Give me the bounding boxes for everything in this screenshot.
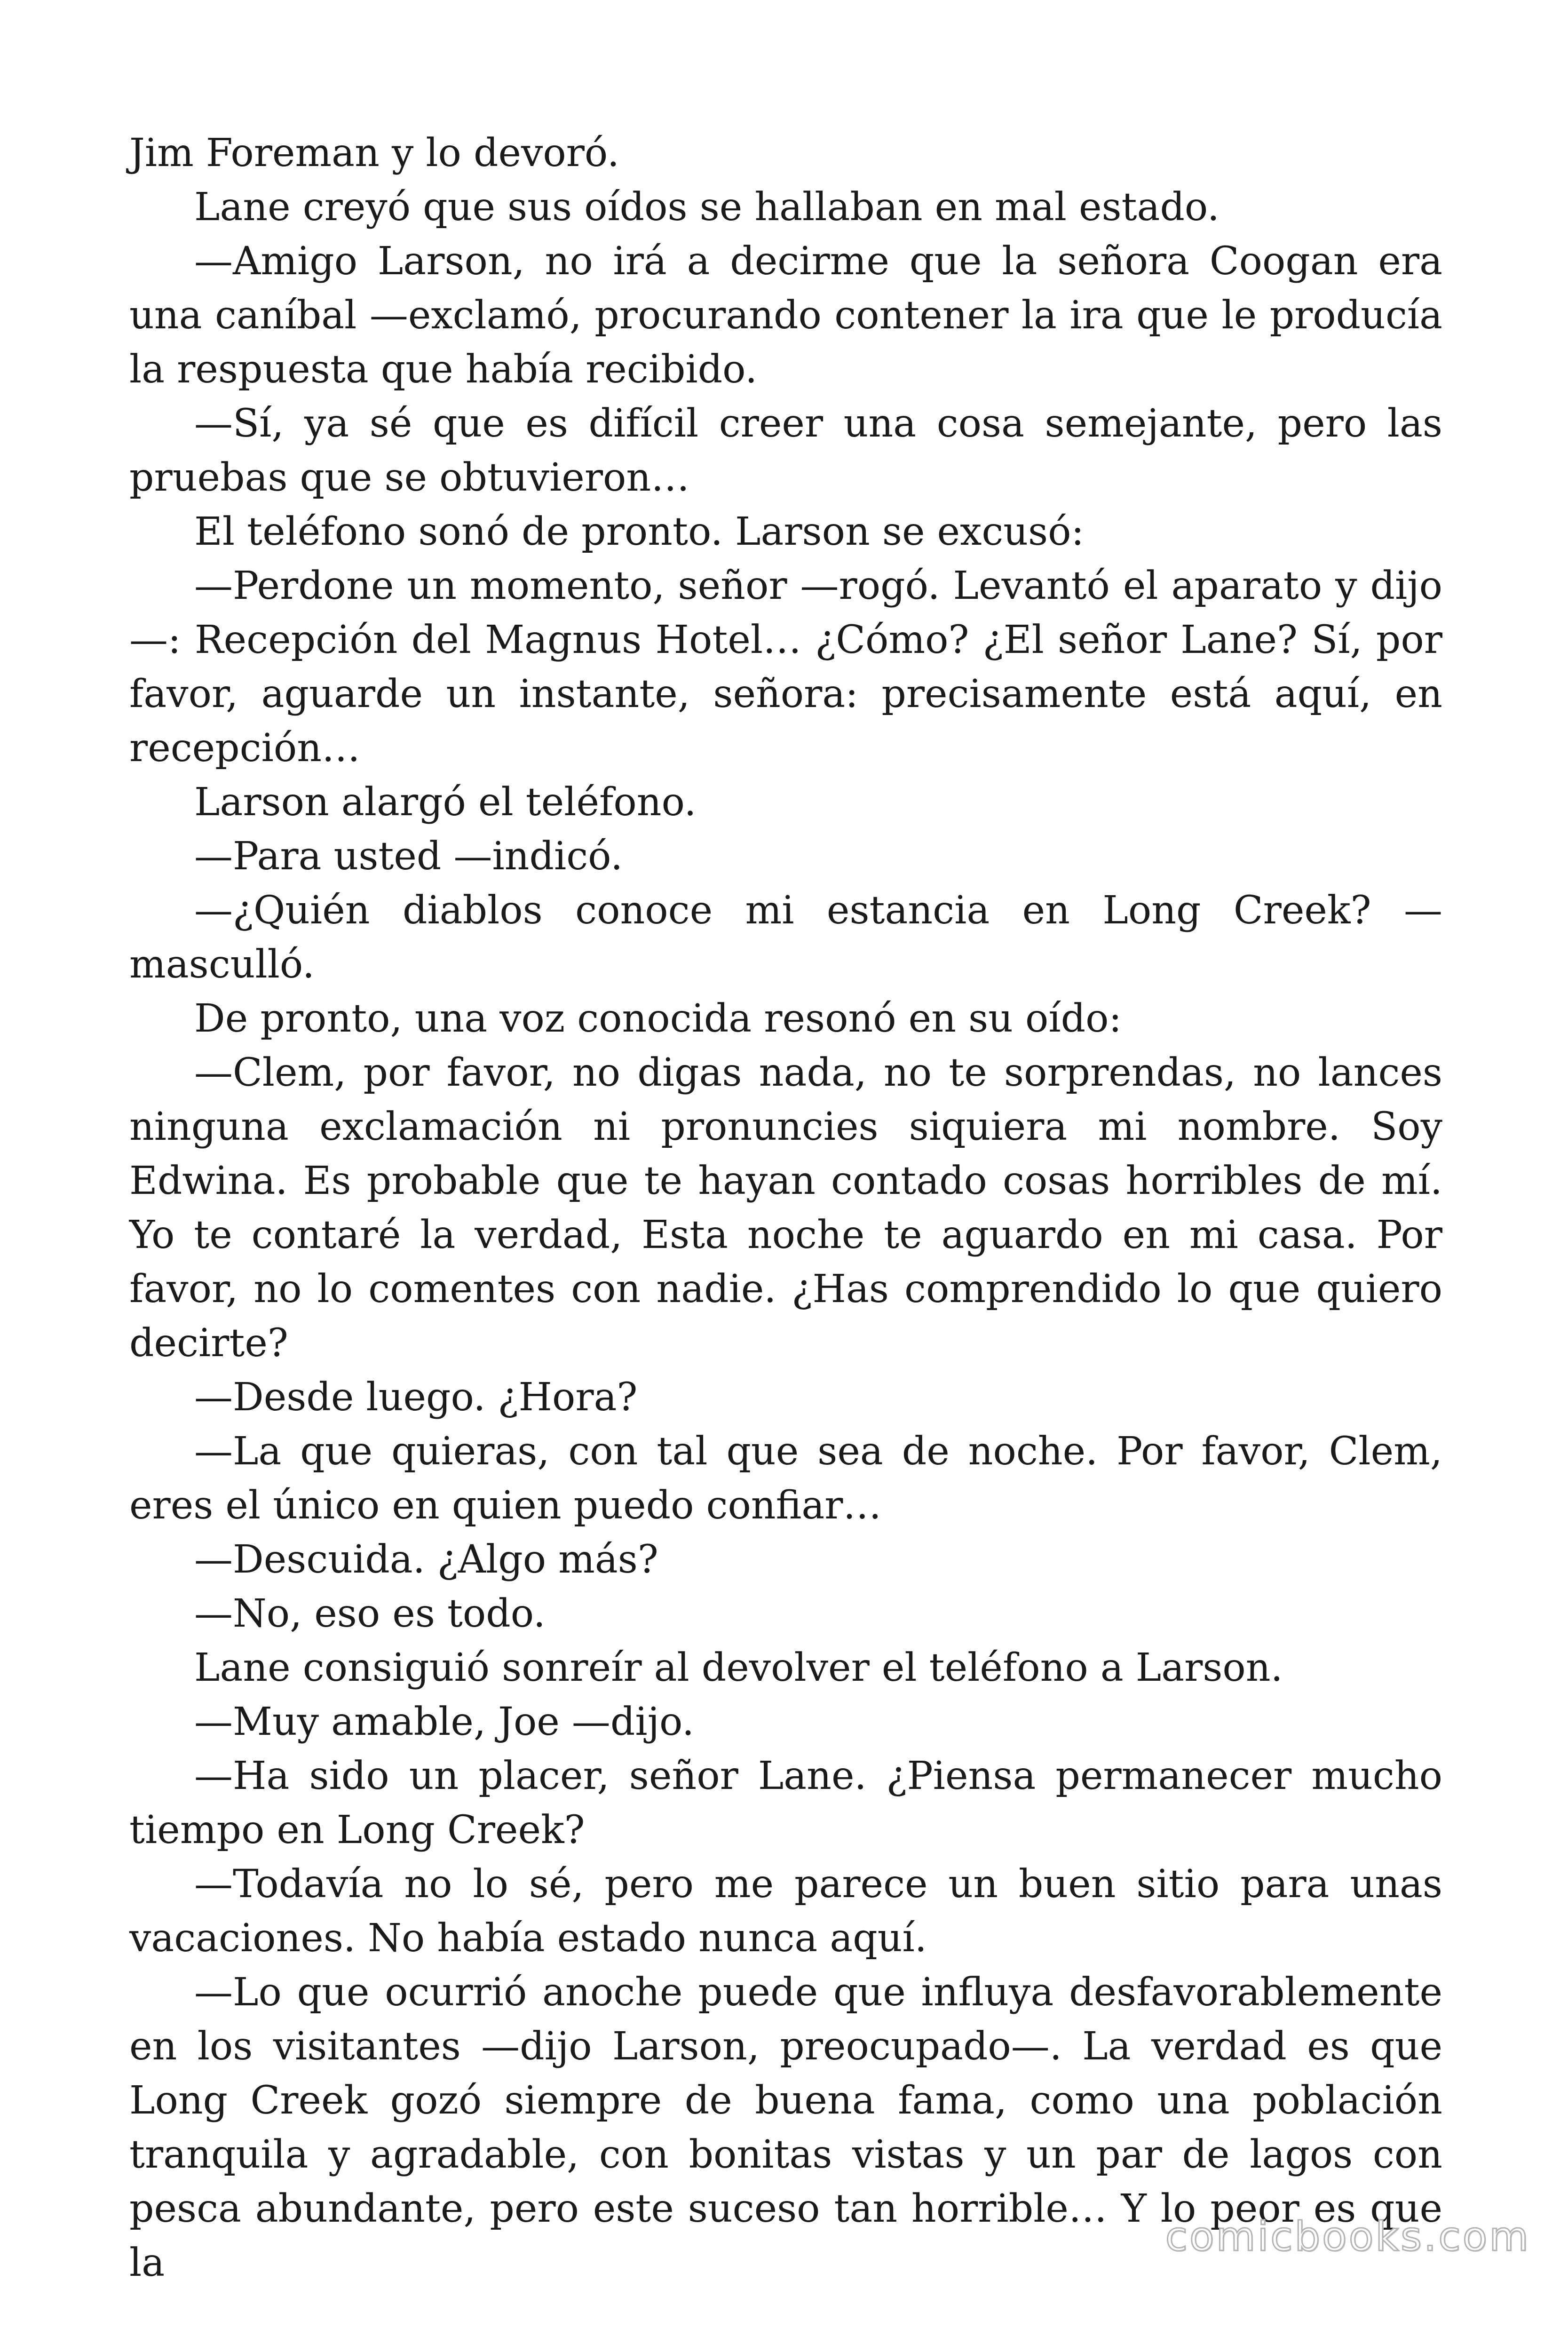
paragraph-15: —No, eso es todo.: [194, 1591, 546, 1636]
paragraph-4: —Sí, ya sé que es difícil creer una cosa semejante, pero las pruebas que se obtuvieron…: [129, 401, 1442, 500]
paragraph-19: —Todavía no lo sé, pero me parece un buen sitio para unas vacaciones. No había estado nunca aquí.: [129, 1862, 1442, 1961]
paragraph-6: —Perdone un momento, señor —rogó. Levantó el aparato y dijo —: Recepción del Magnus Hotel… ¿Cómo? ¿El señor Lane? Sí, por favor, aguarde un instante, señora: precisamente está aquí, en recepción…: [129, 564, 1442, 771]
page-body-text: [129, 126, 1442, 2290]
paragraph-5: El teléfono sonó de pronto. Larson se excusó:: [194, 509, 1085, 554]
paragraph-3: —Amigo Larson, no irá a decirme que la señora Coogan era una caníbal —exclamó, procurando contener la ira que le producía la respuesta que había recibido.: [129, 239, 1442, 392]
paragraph-7: Larson alargó el teléfono.: [194, 780, 697, 825]
paragraph-11: —Clem, por favor, no digas nada, no te sorprendas, no lances ninguna exclamación ni pronuncies siquiera mi nombre. Soy Edwina. Es probable que te hayan contado cosas horribles de mí. Yo te contaré la verdad, Esta noche te aguardo en mi casa. Por favor, no lo comentes con nadie. ¿Has comprendido lo que quiero decirte?: [129, 1050, 1442, 1366]
paragraph-2: Lane creyó que sus oídos se hallaban en mal estado.: [194, 185, 1220, 230]
paragraph-9: —¿Quién diablos conoce mi estancia en Long Creek? —masculló.: [129, 888, 1442, 987]
paragraph-13: —La que quieras, con tal que sea de noche. Por favor, Clem, eres el único en quien puedo confiar…: [129, 1429, 1442, 1528]
paragraph-12: —Desde luego. ¿Hora?: [194, 1375, 638, 1420]
paragraph-10: De pronto, una voz conocida resonó en su oído:: [194, 996, 1122, 1041]
paragraph-17: —Muy amable, Joe —dijo.: [194, 1700, 695, 1744]
watermark: comicbooks.com: [1165, 2213, 1530, 2260]
paragraph-1: Jim Foreman y lo devoró.: [129, 131, 619, 175]
paragraph-14: —Descuida. ¿Algo más?: [194, 1537, 658, 1582]
paragraph-18: —Ha sido un placer, señor Lane. ¿Piensa permanecer mucho tiempo en Long Creek?: [129, 1754, 1442, 1852]
paragraph-16: Lane consiguió sonreír al devolver el teléfono a Larson.: [194, 1645, 1283, 1690]
paragraph-8: —Para usted —indicó.: [194, 834, 623, 879]
paragraph-20: —Lo que ocurrió anoche puede que influya desfavorablemente en los visitantes —dijo Larson, preocupado—. La verdad es que Long Creek gozó siempre de buena fama, como una población tranquila y agradable, con bonitas vistas y un par de lagos con pesca abundante, pero este suceso tan horrible… Y lo peor es que la: [129, 1970, 1442, 2285]
